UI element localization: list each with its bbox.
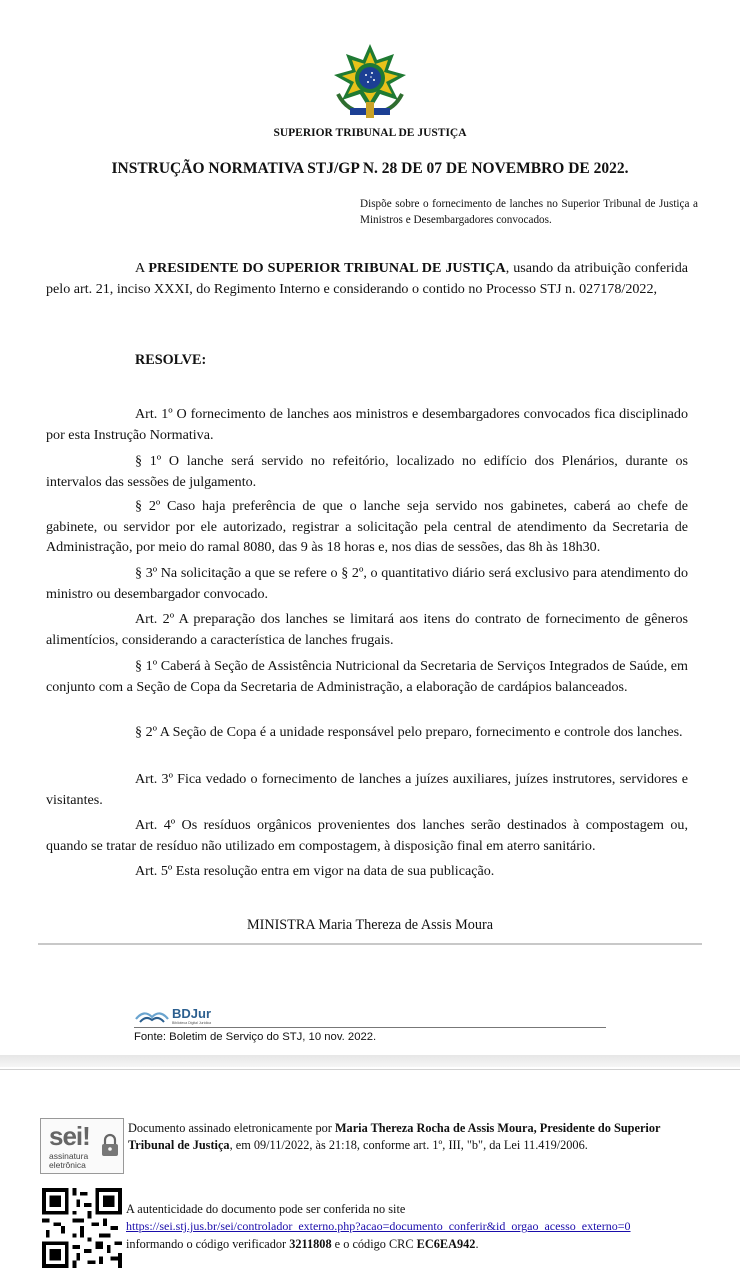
art-4: Art. 4º Os resíduos orgânicos provenientes dos lanches serão destinados à compostagem ou, quando se tratar de resíduo não utilizado em compostagem, à disposição final em aterro sanitário. <box>46 817 688 854</box>
verification-codes: informando o código verificador 3211808 e o código CRC EC6EA942. <box>126 1236 479 1251</box>
preamble-bold: PRESIDENTE DO SUPERIOR TRIBUNAL DE JUSTIÇA <box>148 260 506 276</box>
divider <box>38 943 702 945</box>
preamble-paragraph: A PRESIDENTE DO SUPERIOR TRIBUNAL DE JUSTIÇA, usando da atribuição conferida pelo art. 21, inciso XXXI, do Regimento Interno e considerando o contido no Processo STJ n. 027178/2022, <box>46 260 688 297</box>
verification-link[interactable]: https://sei.stj.jus.br/sei/controlador_externo.php?acao=documento_conferir&id_orgao_acesso_externo=0 <box>126 1219 631 1234</box>
brazil-coat-of-arms-icon <box>328 42 412 120</box>
verifier-code: 3211808 <box>289 1236 332 1251</box>
source-divider <box>134 1027 606 1028</box>
sei-logo-word: sei! <box>49 1121 90 1151</box>
authenticity-line: A autenticidade do documento pode ser conferida no site <box>126 1202 406 1216</box>
source-note: Fonte: Boletim de Serviço do STJ, 10 nov. 2022. <box>134 1031 377 1043</box>
bdjur-logo-text: BDJur <box>172 1006 212 1021</box>
qr-code-icon <box>42 1188 122 1268</box>
crc-code: EC6EA942 <box>416 1236 476 1251</box>
page-separator <box>0 1055 740 1067</box>
court-name: SUPERIOR TRIBUNAL DE JUSTIÇA <box>273 127 467 139</box>
art-2-par-1: § 1º Caberá à Seção de Assistência Nutricional da Secretaria de Serviços Integrados de Saúde, em conjunto com a Seção de Copa da Secretaria de Administração, a elaboração de cardápios balanceados. <box>46 658 688 695</box>
art-2-par-2: § 2º A Seção de Copa é a unidade responsável pelo preparo, fornecimento e controle dos lanches. <box>135 724 683 740</box>
ementa: Dispõe sobre o fornecimento de lanches no Superior Tribunal de Justiça a Ministros e Desembargadores convocados. <box>360 198 698 226</box>
art-2: Art. 2º A preparação dos lanches se limitará aos itens do contrato de fornecimento de gêneros alimentícios, considerando a característica de lanches frugais. <box>46 611 688 648</box>
art-1: Art. 1º O fornecimento de lanches aos ministros e desembargadores convocados fica disciplinado por esta Instrução Normativa. <box>46 406 688 443</box>
bdjur-tagline: Biblioteca Digital Jurídica <box>172 1021 212 1025</box>
art-1-par-2: § 2º Caso haja preferência de que o lanche seja servido nos gabinetes, caberá ao chefe de gabinete, ou servidor por ele autorizado, registrar a solicitação pela central de atendimento da Secretaria de Administração, por meio do ramal 8080, das 9 às 18 horas e, nos dias de sessões, das 8h às 18h30. <box>46 498 688 555</box>
bdjur-book-icon <box>134 1005 170 1025</box>
bdjur-logo <box>134 1005 254 1027</box>
authenticity-text <box>126 1201 726 1253</box>
sei-logo-subtitle: assinatura eletrônica <box>49 1151 89 1170</box>
resolve-heading: RESOLVE: <box>135 352 207 368</box>
sei-logo <box>40 1118 124 1174</box>
lock-icon <box>101 1133 119 1157</box>
document-title: INSTRUÇÃO NORMATIVA STJ/GP N. 28 DE 07 DE NOVEMBRO DE 2022. <box>111 160 629 177</box>
electronic-signature-text: Documento assinado eletronicamente por Maria Thereza Rocha de Assis Moura, Presidente do Superior Tribunal de Justiça, em 09/11/2022, às 21:18, conforme art. 1º, III, "b", da Lei 11.419/2006. <box>128 1121 661 1153</box>
art-1-par-1: § 1º O lanche será servido no refeitório, localizado no edifício dos Plenários, durante os intervalos das sessões de julgamento. <box>46 453 688 490</box>
art-1-par-3: § 3º Na solicitação a que se refere o § 2º, o quantitativo diário será exclusivo para atendimento do ministro ou desembargador convocado. <box>46 565 688 602</box>
page-separator-line <box>0 1069 740 1070</box>
signature-line: MINISTRA Maria Thereza de Assis Moura <box>246 917 493 933</box>
art-5: Art. 5º Esta resolução entra em vigor na data de sua publicação. <box>135 863 495 879</box>
art-3: Art. 3º Fica vedado o fornecimento de lanches a juízes auxiliares, juízes instrutores, servidores e visitantes. <box>46 771 688 808</box>
